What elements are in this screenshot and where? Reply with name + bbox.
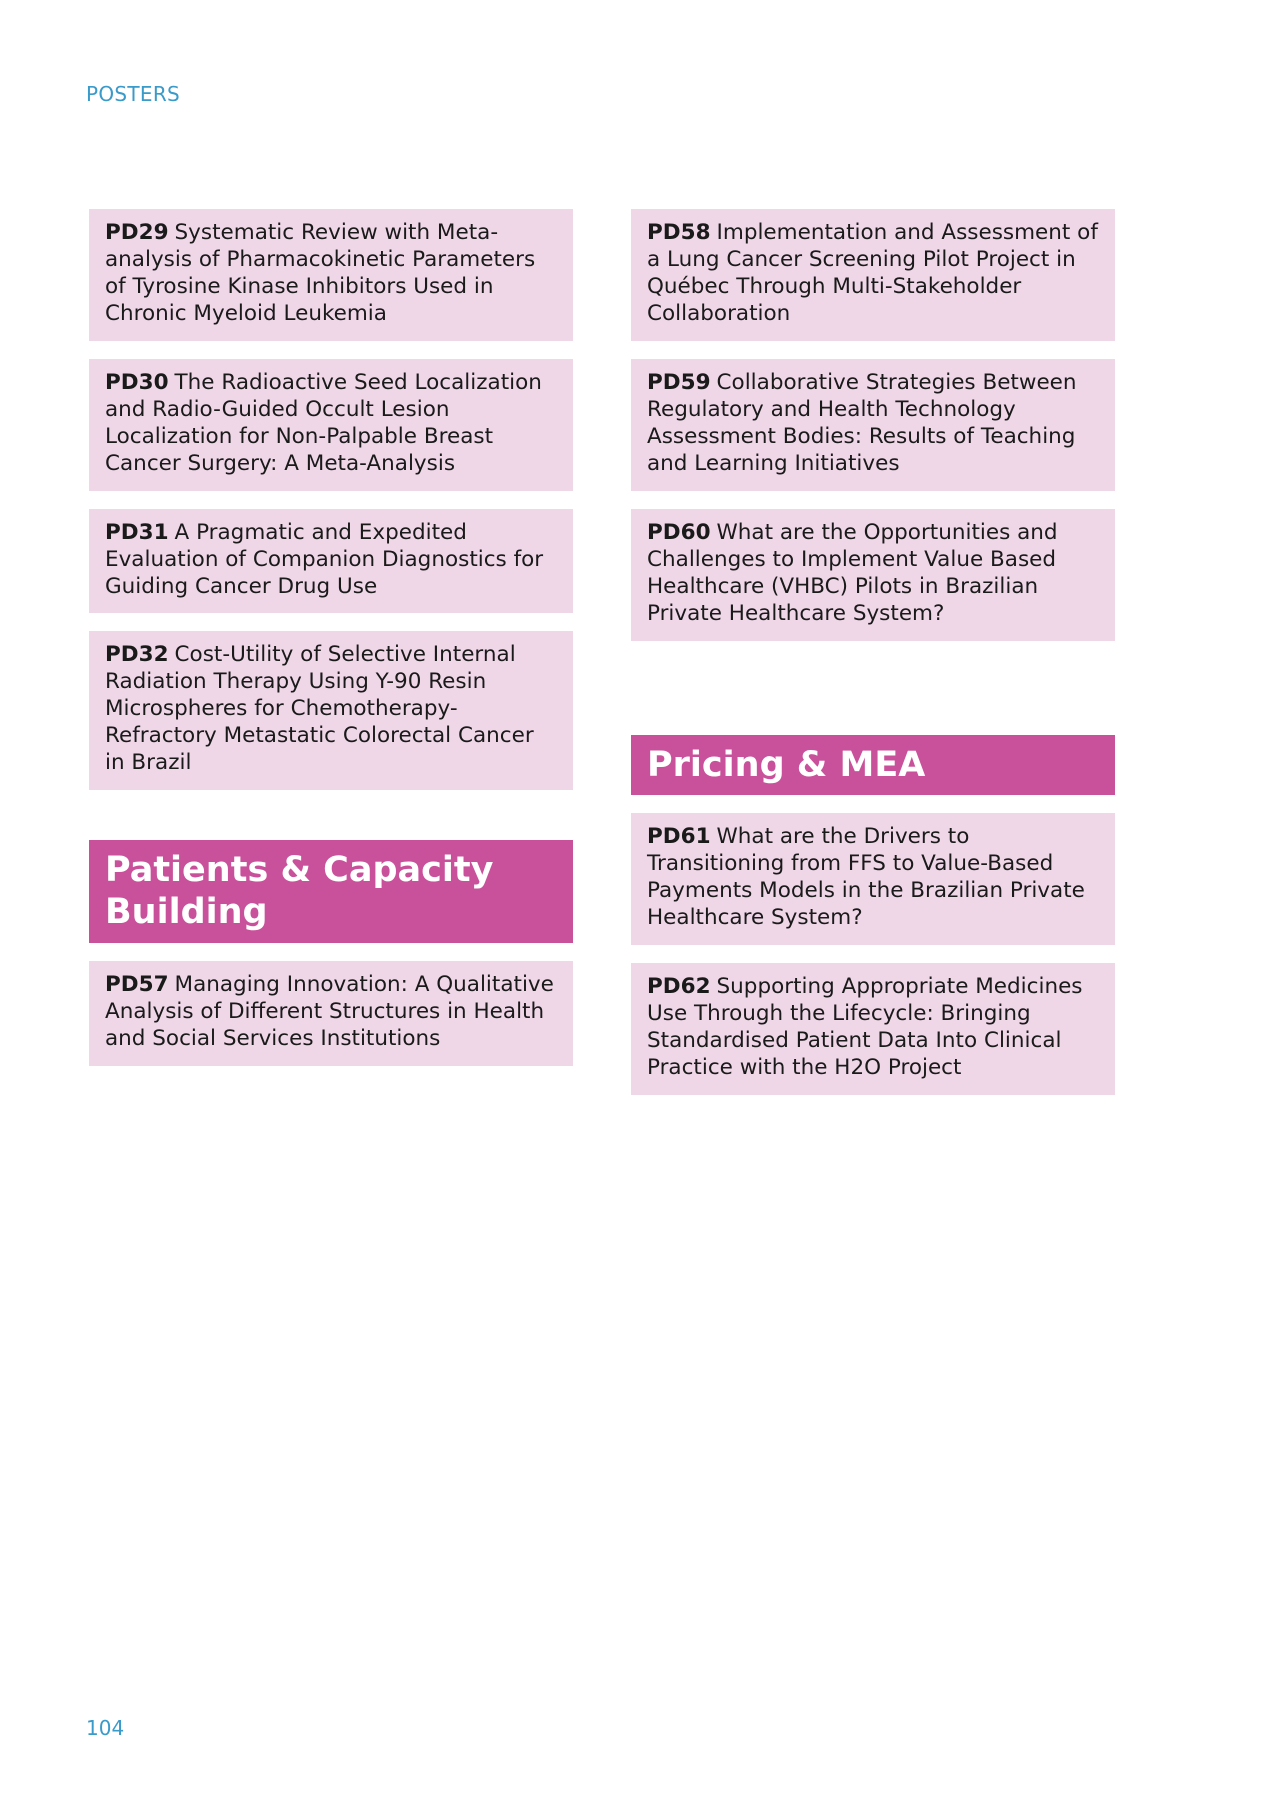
poster-title: Cost-Utility of Selective Internal Radiation Therapy Using Y-90 Resin Microspheres for Chemotherapy-Refractory Metastatic Colorectal Cancer in Brazil: [105, 642, 534, 775]
poster-title: Supporting Appropriate Medicines Use Through the Lifecycle: Bringing Standardised Patient Data Into Clinical Practice with the H2O Project: [647, 974, 1083, 1080]
poster-card-pd61: [631, 813, 1115, 945]
left-column: [89, 209, 573, 1066]
poster-card-pd31: [89, 509, 573, 613]
poster-title: Implementation and Assessment of a Lung Cancer Screening Pilot Project in Québec Through Multi-Stakeholder Collaboration: [647, 220, 1098, 326]
section-title-patients-capacity-building: Patients & Capacity Building: [89, 840, 573, 943]
poster-code: PD60: [647, 520, 711, 545]
poster-title: A Pragmatic and Expedited Evaluation of Companion Diagnostics for Guiding Cancer Drug Use: [105, 520, 544, 599]
poster-code: PD30: [105, 370, 169, 395]
poster-code: PD32: [105, 642, 169, 667]
poster-card-pd57: [89, 961, 573, 1066]
poster-title: The Radioactive Seed Localization and Radio-Guided Occult Lesion Localization for Non-Palpable Breast Cancer Surgery: A Meta-Analysis: [105, 370, 542, 476]
page-number: 104: [86, 1716, 125, 1740]
poster-title: What are the Opportunities and Challenges to Implement Value Based Healthcare (VHBC) Pilots in Brazilian Private Healthcare System?: [647, 520, 1058, 626]
poster-title: Managing Innovation: A Qualitative Analysis of Different Structures in Health and Social Services Institutions: [105, 972, 554, 1051]
poster-card-pd30: [89, 359, 573, 491]
poster-title: Systematic Review with Meta-analysis of Pharmacokinetic Parameters of Tyrosine Kinase Inhibitors Used in Chronic Myeloid Leukemia: [105, 220, 536, 326]
poster-title: Collaborative Strategies Between Regulatory and Health Technology Assessment Bodies: Results of Teaching and Learning Initiatives: [647, 370, 1077, 476]
poster-code: PD29: [105, 220, 169, 245]
poster-code: PD57: [105, 972, 169, 997]
section-title-pricing-mea: Pricing & MEA: [631, 735, 1115, 795]
poster-code: PD58: [647, 220, 711, 245]
poster-card-pd60: [631, 509, 1115, 641]
section-label: POSTERS: [86, 82, 181, 106]
poster-code: PD62: [647, 974, 711, 999]
poster-card-pd62: [631, 963, 1115, 1095]
poster-card-pd29: [89, 209, 573, 341]
poster-code: PD61: [647, 824, 711, 849]
poster-card-pd58: [631, 209, 1115, 341]
poster-card-pd32: [89, 631, 573, 790]
right-column: [631, 209, 1115, 1095]
poster-code: PD31: [105, 520, 169, 545]
poster-title: What are the Drivers to Transitioning from FFS to Value-Based Payments Models in the Brazilian Private Healthcare System?: [647, 824, 1085, 930]
poster-card-pd59: [631, 359, 1115, 491]
poster-code: PD59: [647, 370, 711, 395]
